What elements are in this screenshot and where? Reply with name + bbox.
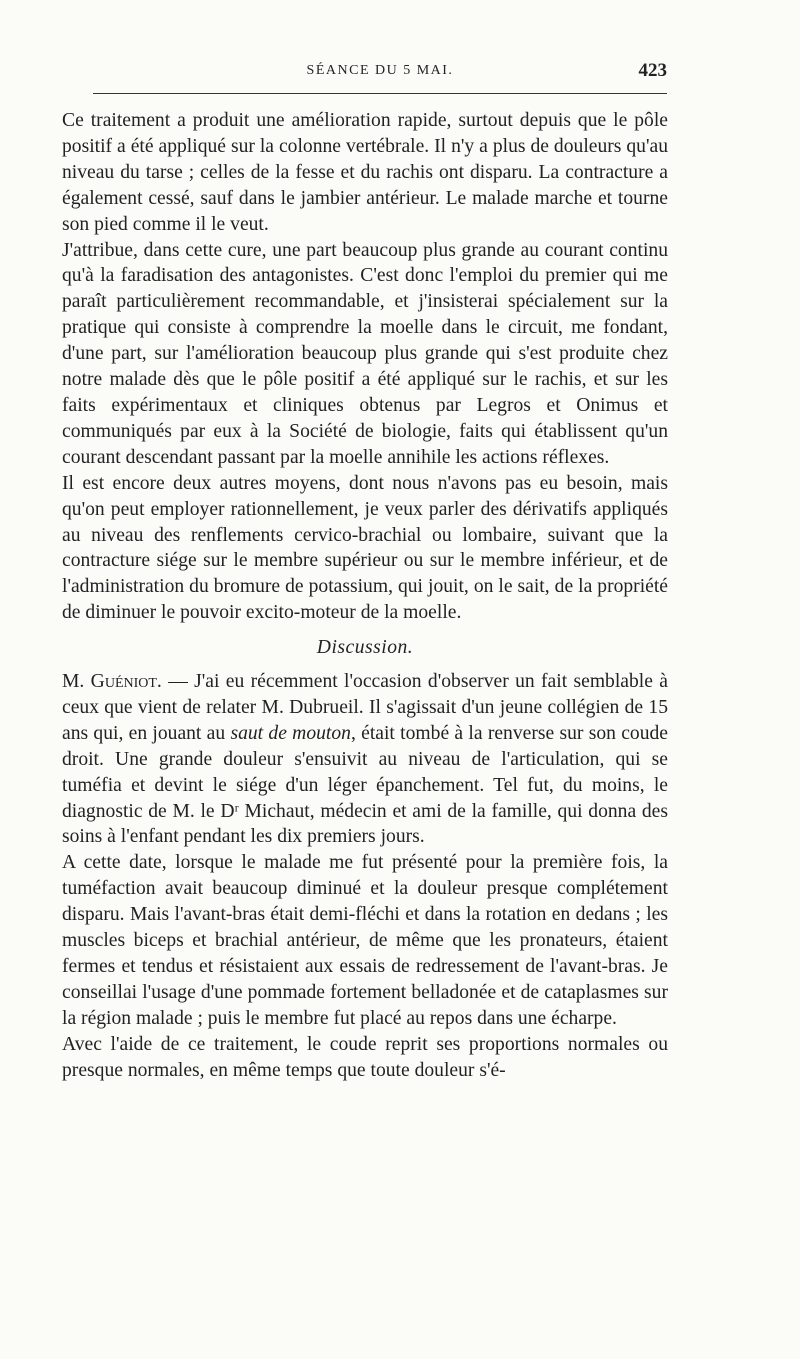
paragraph-4-text-a: — J'ai eu récemment l'occasion d'observer un fait semblable à ceux que vient de relater M. Dubrueil. Il s'agissait d'un jeune collégien de 15 ans qui, en jouant au [62,671,668,744]
speaker-name: M. Guéniot. [62,671,162,693]
paragraph-1: Ce traitement a produit une amélioration rapide, surtout depuis que le pôle positif a été appliqué sur la colonne vertébrale. Il n'y a plus de douleurs qu'au niveau du tarse ; celles de la fesse et du rachis ont disparu. La contracture a également cessé, sauf dans le jambier antérieur. Le malade marche et tourne son pied comme il le veut. [62,110,668,235]
paragraph-6: Avec l'aide de ce traitement, le coude reprit ses proportions normales ou presque normales, en même temps que toute douleur s'é- [62,1033,668,1081]
paragraph-2: J'attribue, dans cette cure, une part beaucoup plus grande au courant continu qu'à la faradisation des antagonistes. C'est donc l'emploi du premier qui me paraît particulièrement recommandable, et j'insisterai spécialement sur la pratique qui consiste à comprendre la moelle dans le circuit, me fondant, d'une part, sur l'amélioration beaucoup plus grande qui s'est produite chez notre malade dès que le pôle positif a été appliqué sur le rachis, et sur les faits expérimentaux et cliniques obtenus par Legros et Onimus et communiqués par eux à la Société de biologie, faits qui établissent qu'un courant descendant passant par la moelle annihile les actions réflexes. [62,239,668,468]
page-header [93,60,667,84]
page-body [62,108,668,1084]
paragraph-3: Il est encore deux autres moyens, dont nous n'avons pas eu besoin, mais qu'on peut employer rationnellement, je veux parler des dérivatifs appliqués au niveau des renflements cervico-brachial ou lombaire, suivant que la contracture siége sur le membre supérieur ou sur le membre inférieur, et de l'administration du bromure de potassium, qui jouit, on le sait, de la propriété de diminuer le pouvoir excito-moteur de la moelle. [62,472,668,624]
running-title: SÉANCE DU 5 MAI. [306,63,454,78]
section-heading: Discussion. [316,637,414,659]
page-number: 423 [638,60,667,81]
paragraph-5: A cette date, lorsque le malade me fut présenté pour la première fois, la tuméfaction avait beaucoup diminué et la douleur presque complétement disparu. Mais l'avant-bras était demi-fléchi et dans la rotation en dedans ; les muscles biceps et brachial antérieur, de même que les pronateurs, étaient fermes et tendus et résistaient aux essais de redressement de l'avant-bras. Je conseillai l'usage d'une pommade fortement belladonée et de cataplasmes sur la région malade ; puis le membre fut placé au repos dans une écharpe. [62,852,668,1029]
paragraph-4-italic: saut de mouton [230,722,351,744]
paragraph-4 [62,669,668,850]
header-rule [93,93,667,94]
paragraph-4-text-b: , était tombé à la renverse sur son coude droit. Une grande douleur s'ensuivit au niveau de l'articulation, qui se tuméfia et devint le siége d'un léger épanchement. Tel fut, du moins, le diagnostic de M. le Dʳ Michaut, médecin et ami de la famille, qui donna des soins à l'enfant pendant les dix premiers jours. [62,722,668,848]
